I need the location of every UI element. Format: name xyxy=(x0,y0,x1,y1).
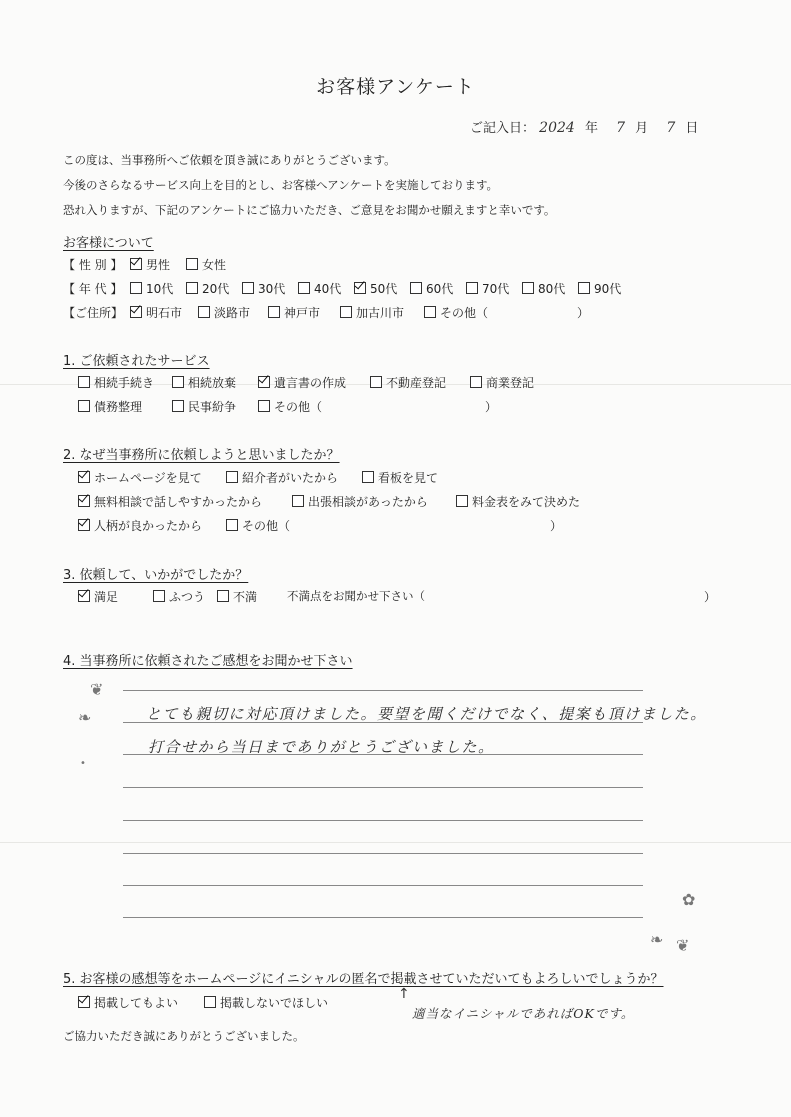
checkbox[interactable] xyxy=(340,306,352,318)
checkbox[interactable] xyxy=(242,282,254,294)
option-reason[interactable]: 出張相談があったから xyxy=(292,493,428,510)
checkbox[interactable] xyxy=(226,519,238,531)
option-satisfaction[interactable]: 満足 xyxy=(78,588,118,605)
checkbox[interactable] xyxy=(78,590,90,602)
option-age[interactable]: 70代 xyxy=(466,280,509,297)
leaf-ornament-icon: ❧ xyxy=(650,930,664,949)
dot-ornament-icon: • xyxy=(80,758,86,769)
checkbox[interactable] xyxy=(78,519,90,531)
checkbox[interactable] xyxy=(130,258,142,270)
option-age[interactable]: 40代 xyxy=(298,280,341,297)
checkbox[interactable] xyxy=(354,282,366,294)
checkbox[interactable] xyxy=(153,590,165,602)
option-service[interactable]: 遺言書の作成 xyxy=(258,374,346,391)
option-service[interactable]: 相続放棄 xyxy=(172,374,236,391)
checkbox[interactable] xyxy=(258,400,270,412)
leaf-ornament-icon: ❧ xyxy=(78,708,92,727)
option-service[interactable]: 債務整理 xyxy=(78,398,142,415)
handwritten-answer: 打合せから当日までありがとうございました。 xyxy=(148,738,495,756)
closing-message: ご協力いただき誠にありがとうございました。 xyxy=(63,1029,305,1043)
option-male[interactable]: 男性 xyxy=(130,256,170,273)
checkbox[interactable] xyxy=(370,376,382,388)
option-address-other[interactable]: その他（ xyxy=(424,304,488,321)
checkbox[interactable] xyxy=(204,996,216,1008)
option-service[interactable]: 民事紛争 xyxy=(172,398,236,415)
option-age[interactable]: 60代 xyxy=(410,280,453,297)
checkbox[interactable] xyxy=(466,282,478,294)
checkbox[interactable] xyxy=(410,282,422,294)
option-age[interactable]: 90代 xyxy=(578,280,621,297)
paren-close: ） xyxy=(704,590,717,604)
intro-line: 今後のさらなるサービス向上を目的とし、お客様へアンケートを実施しております。 xyxy=(63,178,499,192)
option-reason[interactable]: 看板を見て xyxy=(362,469,438,486)
answer-line xyxy=(123,690,643,691)
checkbox[interactable] xyxy=(424,306,436,318)
flower-ornament-icon: ✿ xyxy=(682,890,696,909)
section-heading-about: お客様について xyxy=(63,236,154,251)
section-heading-q3: 3. 依頼して、いかがでしたか？ xyxy=(63,568,249,583)
intro-line: 恐れ入りますが、下記のアンケートにご協力いただき、ご意見をお聞かせ願えますと幸いです。 xyxy=(63,203,556,217)
checkbox[interactable] xyxy=(456,495,468,507)
option-satisfaction[interactable]: ふつう xyxy=(153,588,205,605)
checkbox[interactable] xyxy=(362,471,374,483)
date-year-unit: 年 xyxy=(584,121,598,136)
paren-close: ） xyxy=(577,306,590,320)
option-address[interactable]: 淡路市 xyxy=(198,304,250,321)
option-age[interactable]: 50代 xyxy=(354,280,397,297)
option-service-other[interactable]: その他（ xyxy=(258,398,322,415)
checkbox[interactable] xyxy=(78,996,90,1008)
checkbox[interactable] xyxy=(130,306,142,318)
option-age[interactable]: 80代 xyxy=(522,280,565,297)
option-service[interactable]: 不動産登記 xyxy=(370,374,446,391)
checkbox[interactable] xyxy=(186,258,198,270)
checkbox[interactable] xyxy=(172,376,184,388)
paren-close: ） xyxy=(485,400,498,414)
handwritten-note: 適当なイニシャルであればOKです。 xyxy=(412,1006,635,1021)
answer-line xyxy=(123,820,643,821)
answer-line xyxy=(123,917,643,918)
checkbox[interactable] xyxy=(268,306,280,318)
vine-ornament-icon: ❦ xyxy=(90,680,104,699)
section-heading-q4: 4. 当事務所に依頼されたご感想をお聞かせ下さい xyxy=(63,654,353,669)
checkbox[interactable] xyxy=(78,376,90,388)
date-month: 7 xyxy=(616,120,626,136)
handwritten-answer: とても親切に対応頂けました。要望を聞くだけでなく、提案も頂けました。 xyxy=(146,705,707,723)
answer-line xyxy=(123,787,643,788)
checkbox[interactable] xyxy=(298,282,310,294)
option-age[interactable]: 20代 xyxy=(186,280,229,297)
checkbox[interactable] xyxy=(78,471,90,483)
arrow-up-icon: ↑ xyxy=(398,986,410,1002)
checkbox[interactable] xyxy=(130,282,142,294)
checkbox[interactable] xyxy=(292,495,304,507)
gender-label: 【 性 別 】 xyxy=(63,258,123,272)
option-publish-no[interactable]: 掲載しないでほしい xyxy=(204,994,328,1011)
page-title: お客様アンケート xyxy=(316,76,475,98)
date-month-unit: 月 xyxy=(635,121,649,136)
option-age[interactable]: 30代 xyxy=(242,280,285,297)
checkbox[interactable] xyxy=(226,471,238,483)
date-year: 2024 xyxy=(539,120,575,136)
option-address[interactable]: 明石市 xyxy=(130,304,182,321)
checkbox[interactable] xyxy=(258,376,270,388)
checkbox[interactable] xyxy=(198,306,210,318)
option-female[interactable]: 女性 xyxy=(186,256,226,273)
paren-close: ） xyxy=(550,519,563,533)
option-satisfaction[interactable]: 不満 xyxy=(217,588,257,605)
checkbox[interactable] xyxy=(522,282,534,294)
option-reason[interactable]: 料金表をみて決めた xyxy=(456,493,580,510)
checkbox[interactable] xyxy=(186,282,198,294)
entry-date xyxy=(470,117,698,136)
option-address[interactable]: 加古川市 xyxy=(340,304,404,321)
address-label: 【ご住所】 xyxy=(63,306,124,320)
option-reason[interactable]: ホームページを見て xyxy=(78,469,202,486)
section-heading-q5: 5. お客様の感想等をホームページにイニシャルの匿名で掲載させていただいてもよろしいでしょうか？ xyxy=(63,972,664,987)
section-heading-q1: 1. ご依頼されたサービス xyxy=(63,354,210,369)
option-reason-other[interactable]: その他（ xyxy=(226,517,290,534)
swirl-ornament-icon: ❦ xyxy=(676,936,690,955)
checkbox[interactable] xyxy=(172,400,184,412)
option-publish-ok[interactable]: 掲載してもよい xyxy=(78,994,178,1011)
age-label: 【 年 代 】 xyxy=(63,282,123,296)
date-day-unit: 日 xyxy=(685,121,699,136)
option-service[interactable]: 相続手続き xyxy=(78,374,154,391)
paper-fold xyxy=(0,842,791,843)
date-label: ご記入日： xyxy=(470,121,536,136)
intro-line: この度は、当事務所へご依頼を頂き誠にありがとうございます。 xyxy=(63,153,396,167)
checkbox[interactable] xyxy=(78,495,90,507)
checkbox[interactable] xyxy=(217,590,229,602)
option-age[interactable]: 10代 xyxy=(130,280,173,297)
checkbox[interactable] xyxy=(78,400,90,412)
section-heading-q2: 2. なぜ当事務所に依頼しようと思いましたか？ xyxy=(63,448,340,463)
option-address[interactable]: 神戸市 xyxy=(268,304,320,321)
date-day: 7 xyxy=(666,120,676,136)
option-reason[interactable]: 無料相談で話しやすかったから xyxy=(78,493,262,510)
answer-line xyxy=(123,853,643,854)
option-reason[interactable]: 人柄が良かったから xyxy=(78,517,202,534)
option-service[interactable]: 商業登記 xyxy=(470,374,534,391)
complaint-prompt: 不満点をお聞かせ下さい（ xyxy=(287,589,425,603)
answer-line xyxy=(123,885,643,886)
option-reason[interactable]: 紹介者がいたから xyxy=(226,469,338,486)
checkbox[interactable] xyxy=(470,376,482,388)
checkbox[interactable] xyxy=(578,282,590,294)
